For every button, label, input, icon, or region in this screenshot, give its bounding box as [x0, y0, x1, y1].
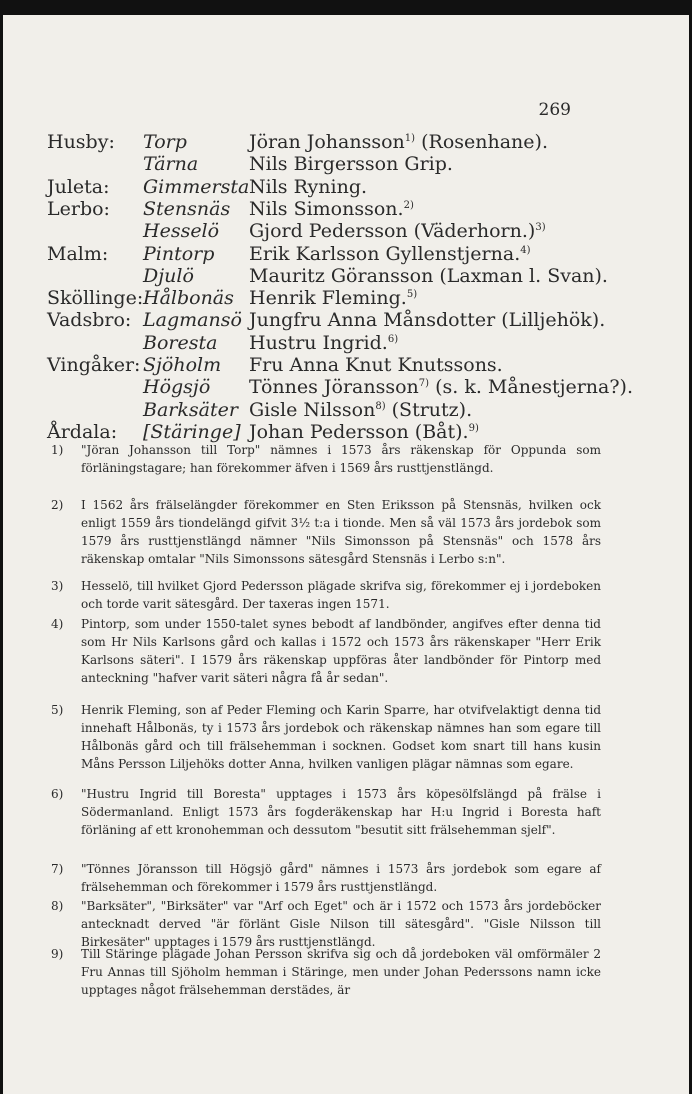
parish-name: Vadsbro: — [47, 309, 132, 332]
footnote-text: "Hustru Ingrid till Boresta" upptages i 1573 års köpesölfslängd på frälse i Södermanland. Enligt 1573 års fogderäkenskap har H:u Ingrid i Boresta haft förläning af ett kronohemman och dessutom "besutit sitt frälsehemman sjelf". — [81, 787, 601, 837]
footnote-text: Henrik Fleming, son af Peder Fleming och Karin Sparre, har otvifvelaktigt denna tid innehaft Hålbonäs, ty i 1573 års jordebok och räkenskap nämnes han som egare till Hålbonäs gård och till frälsehemman i socknen. Godset kom snart till hans kusin Måns Persson Liljehöks dotter Anna, hvilken vanligen plägar nämnas som egare. — [81, 703, 601, 771]
parish-name: Vingåker: — [47, 354, 141, 376]
owner-text: Jungfru Anna Månsdotter (Lilljehök). — [249, 309, 606, 332]
footnote-mark: 2) — [51, 498, 64, 512]
footnote-ref-paren: ) — [411, 133, 416, 144]
footnote-ref: 1 — [404, 133, 412, 144]
footnote-text: Hesselö, till hvilket Gjord Pedersson plägade skrifva sig, förekommer ej i jordeboken och torde varit sätesgård. Der taxeras ingen 1571. — [81, 579, 601, 611]
farm-name: Barksäter — [143, 398, 238, 421]
footnote-ref: 9 — [468, 422, 475, 434]
owner-text: Nils Birgersson Grip. — [249, 153, 453, 176]
footnote — [51, 615, 601, 687]
footnote-mark: 4) — [51, 617, 64, 631]
footnote — [51, 945, 601, 999]
owner-tail: (s. k. Månestjerna?). — [429, 376, 634, 399]
footnote-ref-paren: ) — [413, 289, 418, 301]
footnote-ref: 4 — [520, 244, 527, 256]
farm-name: Boresta — [143, 331, 218, 354]
footnote-ref-paren: ) — [474, 422, 479, 434]
farm-name: Pintorp — [143, 242, 215, 265]
footnote-mark: 8) — [51, 899, 64, 913]
owner-name — [249, 309, 605, 331]
farm-name: Sjöholm — [143, 354, 222, 376]
owner-tail: (Rosenhane). — [415, 131, 548, 153]
footnote — [51, 897, 601, 951]
owner-text: Erik Karlsson Gyllenstjerna. — [249, 242, 521, 265]
farm-name: Hålbonäs — [143, 287, 234, 310]
owner-name — [249, 265, 608, 287]
owner-name — [249, 399, 472, 421]
owner-text: Nils Simonsson. — [249, 197, 404, 220]
footnote — [51, 785, 601, 839]
owner-text: Mauritz Göransson (Laxman l. Svan). — [249, 264, 608, 287]
parish-name: Malm: — [47, 242, 109, 265]
owner-name — [249, 176, 367, 198]
farm-name: Djulö — [143, 264, 194, 287]
parish-name: Husby: — [47, 131, 115, 153]
footnote-ref-paren: ) — [541, 222, 546, 234]
parish-name: Sköllinge: — [47, 287, 144, 310]
footnote-mark: 5) — [51, 703, 64, 717]
owner-name — [249, 220, 546, 242]
footnote — [51, 577, 601, 613]
owner-text: Fru Anna Knut Knutssons. — [249, 354, 503, 376]
footnote-text: Till Stäringe plägade Johan Persson skrifva sig och då jordeboken väl omförmäler 2 Fru Annas till Sjöholm hemman i Stäringe, men under Johan Pederssons namn icke upptages något frälsehemman derstädes, är — [81, 947, 601, 997]
owner-text: Nils Ryning. — [249, 175, 368, 198]
footnote-ref-paren: ) — [381, 400, 386, 412]
owner-text: Henrik Fleming. — [249, 287, 407, 310]
owner-tail: (Strutz). — [385, 398, 473, 421]
footnote-ref: 6 — [387, 333, 395, 345]
footnote-ref-paren: ) — [394, 333, 399, 345]
owner-text: Tönnes Jöransson — [249, 376, 419, 399]
book-page — [3, 15, 689, 1094]
owner-name — [249, 243, 531, 265]
owner-name — [249, 131, 548, 153]
footnote-ref-paren: ) — [526, 244, 531, 256]
footnote — [51, 496, 601, 568]
owner-text: Johan Pedersson (Båt). — [249, 420, 469, 443]
owner-name — [249, 376, 633, 398]
footnote-ref-paren: ) — [425, 378, 430, 390]
farm-name: Hesselö — [143, 220, 220, 243]
farm-name: Torp — [143, 131, 187, 153]
owner-name — [249, 332, 398, 354]
owner-name — [249, 153, 453, 175]
page-number: 269 — [538, 100, 571, 120]
footnote-ref: 2 — [403, 199, 410, 211]
owner-name — [249, 354, 503, 376]
owner-name — [249, 421, 479, 443]
footnote-text: "Barksäter", "Birksäter" var "Arf och Eget" och är i 1572 och 1573 års jordeböcker antecknadt derved "är förlänt Gisle Nilson till sätesgård". "Gisle Nilsson till Birkesäter" upptages i 1579 års rusttjenstlängd. — [81, 899, 601, 949]
farm-name: Högsjö — [143, 376, 211, 399]
footnote-ref: 8 — [375, 400, 382, 412]
footnote-mark: 7) — [51, 862, 64, 876]
footnote-mark: 9) — [51, 947, 64, 961]
farm-name: Gimmersta — [143, 175, 250, 198]
owner-text: Gisle Nilsson — [249, 398, 376, 421]
footnote — [51, 860, 601, 896]
owner-name — [249, 198, 414, 220]
footnote — [51, 441, 601, 477]
owner-text: Hustru Ingrid. — [249, 331, 388, 354]
footnote-ref-paren: ) — [409, 199, 414, 211]
footnote-ref: 7 — [418, 378, 426, 390]
footnote-mark: 3) — [51, 579, 64, 593]
farm-name: [Stäringe] — [143, 420, 241, 443]
footnote-ref: 5 — [406, 289, 414, 301]
parish-name: Lerbo: — [47, 197, 110, 220]
farm-name: Stensnäs — [143, 197, 231, 220]
footnote-text: I 1562 års frälselängder förekommer en Sten Eriksson på Stensnäs, hvilken ock enligt 1559 års tiondelängd gifvit 3½ t:a i tionde. Men så väl 1573 års jordebok som 1579 års rusttjenstlängd nämner "Nils Simonsson på Stensnäs" och 1578 års räkenskap omtalar "Nils Simonssons sätesgård Stensnäs i Lerbo s:n". — [81, 498, 601, 566]
footnote-text: Pintorp, som under 1550-talet synes bebodt af landbönder, angifves efter denna tid som Hr Nils Karlsons gård och kallas i 1572 och 1573 års räkenskaper "Herr Erik Karlsons säteri". I 1579 års räkenskap uppföras åter landbönder för Pintorp med anteckning "hafver varit säteri några få år sedan". — [81, 617, 601, 685]
footnote-mark: 6) — [51, 787, 64, 801]
farm-name: Tärna — [143, 153, 199, 176]
farm-name: Lagmansö — [143, 309, 242, 332]
footnote-mark: 1) — [51, 443, 64, 457]
owner-text: Jöran Johansson — [249, 131, 405, 153]
footnote-text: "Jöran Johansson till Torp" nämnes i 1573 års räkenskap för Oppunda som förläningstagare; han förekommer äfven i 1569 års rusttjenstlängd. — [81, 443, 601, 475]
parish-name: Juleta: — [47, 175, 110, 198]
footnote-ref: 3 — [535, 222, 542, 234]
footnote — [51, 701, 601, 773]
parish-name: Årdala: — [47, 420, 118, 443]
owner-text: Gjord Pedersson (Väderhorn.) — [249, 220, 536, 243]
footnote-text: "Tönnes Jöransson till Högsjö gård" nämnes i 1573 års jordebok som egare af frälsehemman och förekommer i 1579 års rusttjenstlängd. — [81, 862, 601, 894]
owner-name — [249, 287, 417, 309]
